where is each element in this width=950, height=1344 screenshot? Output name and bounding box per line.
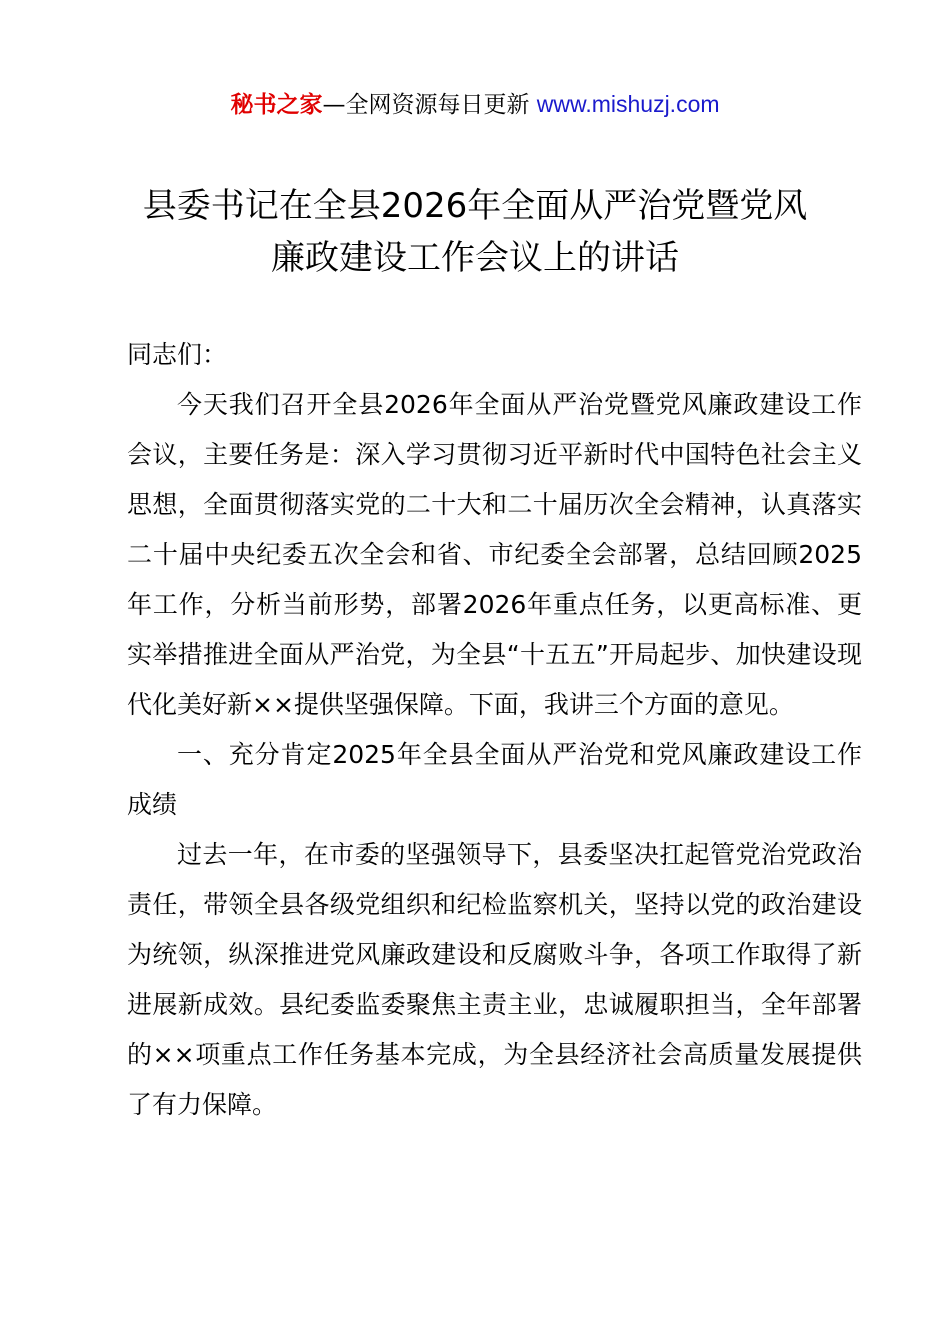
- greeting: 同志们：: [127, 340, 228, 369]
- site-header: [0, 88, 950, 121]
- paragraph-intro: 今天我们召开全县2026年全面从严治党暨党风廉政建设工作会议，主要任务是：深入学习贯彻习近平新时代中国特色社会主义思想，全面贯彻落实党的二十大和二十届历次全会精神，认真落实二十届中央纪委五次全会和省、市纪委全会部署，总结回顾2025年工作，分析当前形势，部署2026年重点任务，以更高标准、更实举措推进全面从严治党，为全县“十五五”开局起步、加快建设现代化美好新××提供坚强保障。下面，我讲三个方面的意见。: [127, 390, 862, 719]
- document-body: [127, 330, 862, 1130]
- title-line-2: 廉政建设工作会议上的讲话: [271, 238, 679, 278]
- site-url-link[interactable]: www.mishuzj.com: [536, 91, 720, 117]
- site-brand: 秘书之家: [230, 92, 323, 118]
- paragraph-review: 过去一年，在市委的坚强领导下，县委坚决扛起管党治党政治责任，带领全县各级党组织和纪检监察机关，坚持以党的政治建设为统领，纵深推进党风廉政建设和反腐败斗争，各项工作取得了新进展新成效。县纪委监委聚焦主责主业，忠诚履职担当，全年部署的××项重点工作任务基本完成，为全县经济社会高质量发展提供了有力保障。: [127, 840, 862, 1119]
- title-line-1: 县委书记在全县2026年全面从严治党暨党风: [142, 186, 808, 226]
- site-tagline: —全网资源每日更新: [322, 92, 537, 118]
- document-title: [100, 180, 850, 284]
- section-heading-1: 一、充分肯定2025年全县全面从严治党和党风廉政建设工作成绩: [127, 740, 862, 819]
